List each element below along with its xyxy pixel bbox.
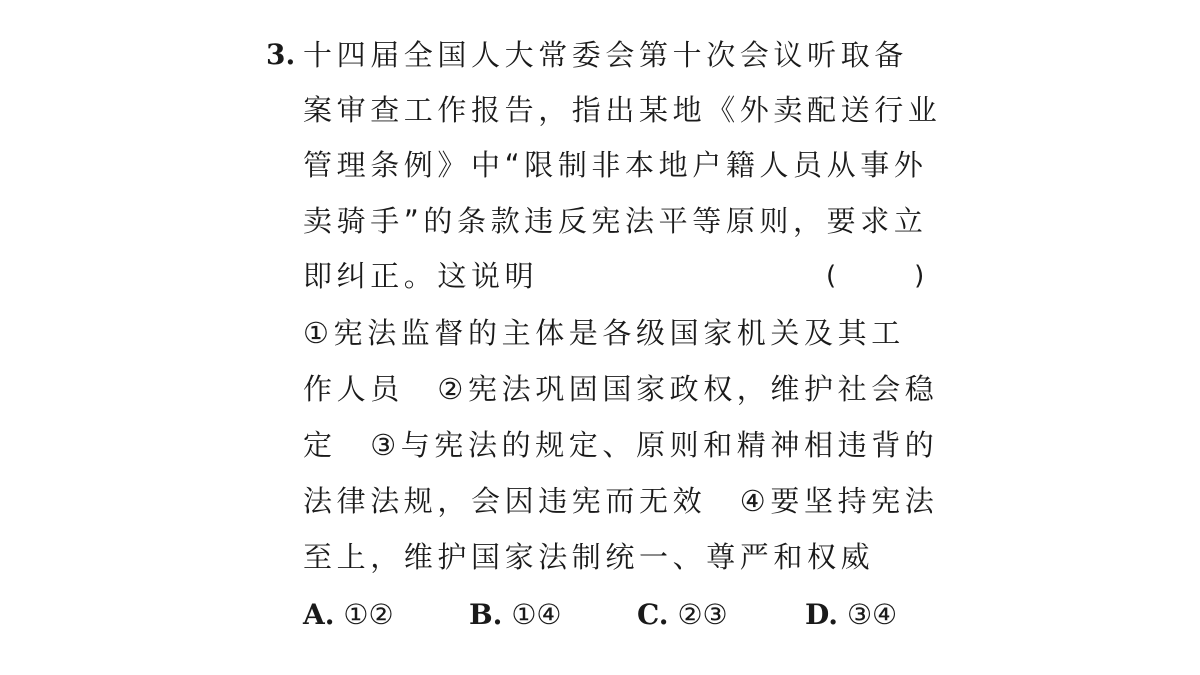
option-d-letter: D.	[805, 598, 839, 631]
option-b[interactable]	[469, 588, 562, 642]
statement-line-5: 至上，维护国家法制统一、尊严和权威	[303, 540, 875, 574]
question-text-line-3: 管理条例》中“限制非本地户籍人员从事外	[303, 148, 928, 182]
option-c-letter: C.	[637, 598, 669, 631]
question-text-line-2: 案审查工作报告，指出某地《外卖配送行业	[303, 93, 942, 127]
option-d[interactable]	[805, 588, 897, 642]
question-text-line-4: 卖骑手”的条款违反宪法平等原则，要求立	[303, 204, 928, 238]
statement-line-3: 定 ③与宪法的规定、原则和精神相违背的	[303, 428, 939, 462]
option-b-text: ①④	[511, 598, 562, 631]
option-d-text: ③④	[846, 598, 898, 631]
answer-blank: ( )	[826, 261, 925, 291]
question-number: 3.	[266, 38, 296, 71]
statement-line-1: ①宪法监督的主体是各级国家机关及其工	[303, 316, 905, 350]
statement-line-4: 法律法规，会因违宪而无效 ④要坚持宪法	[303, 484, 939, 518]
option-b-letter: B.	[469, 598, 503, 631]
option-c-text: ②③	[677, 598, 728, 631]
question-text-line-1: 十四届全国人大常委会第十次会议听取备	[303, 38, 908, 72]
option-a-letter: A.	[303, 598, 335, 631]
question-text-line-5: 即纠正。这说明	[303, 259, 539, 293]
statement-line-2: 作人员 ②宪法巩固国家政权，维护社会稳	[303, 372, 939, 406]
option-a-text: ①②	[343, 598, 394, 631]
option-a[interactable]	[303, 588, 394, 642]
option-c[interactable]	[637, 588, 728, 642]
